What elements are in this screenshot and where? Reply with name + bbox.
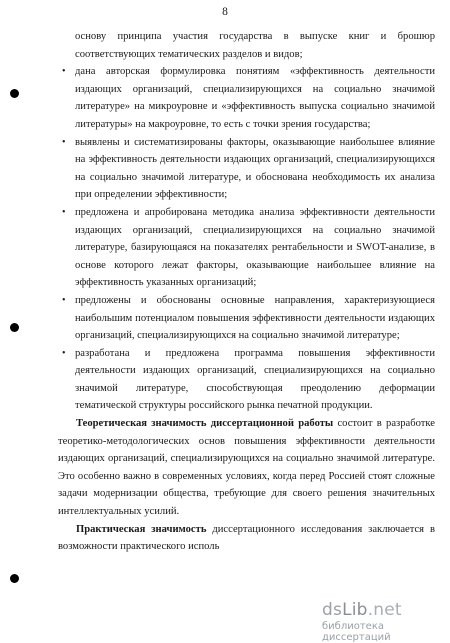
- binder-hole: [10, 323, 19, 332]
- practical-significance-text: диссертационного исследования заключается в возможности практического исполь: [58, 523, 435, 553]
- list-item-text: предложена и апробирована методика анализа эффективности деятельности издающих организаций, специализирующихся на социально значимой литературе, базирующаяся на показателях рентабельности и SWOT-анализе, в основе которого лежат факторы, оказывающие наибольшее влияние на эффективность указанных организаций;: [75, 206, 435, 289]
- list-item-text: дана авторская формулировка понятиям «эффективность деятельности издающих организаций, специализирующихся на социально значимой литературе» на микроуровне и «эффективность выпуска социально значимой литературы» на макроуровне, то есть с точки зрения государства;: [75, 66, 435, 130]
- bullet-icon: •: [62, 136, 66, 148]
- document-body: [58, 28, 435, 556]
- practical-significance-heading: Практическая значимость: [76, 523, 207, 535]
- list-item: [58, 292, 435, 345]
- list-item: [58, 204, 435, 292]
- bullet-icon: •: [62, 347, 66, 359]
- theoretical-significance-paragraph: [58, 415, 435, 521]
- logo-ds: ds: [322, 600, 343, 620]
- list-item-text: выявлены и систематизированы факторы, оказывающие наибольшее влияние на эффективность деятельности издающих организаций, специализирующихся на социально значимой литературе, и обоснована необходимость их анализа при определении эффективности;: [75, 136, 435, 201]
- bullet-icon: •: [62, 66, 66, 78]
- binder-hole: [10, 89, 19, 98]
- list-item: [58, 134, 435, 204]
- practical-significance-paragraph: [58, 521, 435, 556]
- logo-lib: Lib: [342, 600, 368, 620]
- list-item-text: разработана и предложена программа повышения эффективности деятельности издающих организаций, специализирующихся на социально значимой литературе, способствующая преодолению деформации тематической структуры российского рынка печатной продукции.: [75, 347, 435, 412]
- theoretical-significance-text: состоит в разработке теоретико-методологических основ повышения эффективности деятельности издающих организаций, специализирующихся на социально значимой литературе. Это особенно важно в современных условиях, когда перед Россией стоят сложные задачи модернизации общества, требующие для своего решения значительных интеллектуальных усилий.: [58, 418, 435, 518]
- theoretical-significance-heading: Теоретическая значимость диссертационной работы: [76, 418, 334, 430]
- binder-hole: [10, 574, 19, 583]
- watermark-subtitle: библиотека диссертаций: [322, 621, 391, 643]
- logo-net: .net: [367, 600, 402, 620]
- list-item-text: предложены и обоснованы основные направления, характеризующиеся наибольшим потенциалом повышения эффективности деятельности издающих организаций, специализирующихся на социально значимой литературе;: [75, 294, 435, 342]
- dslib-logo: [322, 600, 402, 620]
- bullet-icon: •: [62, 294, 66, 306]
- list-item: [58, 63, 435, 133]
- list-item: [58, 345, 435, 415]
- list-continuation: основу принципа участия государства в выпуске книг и брошюр соответствующих тематических разделов и видов;: [75, 31, 435, 60]
- page-number: 8: [222, 6, 228, 18]
- bullet-icon: •: [62, 206, 66, 218]
- dslib-watermark: [318, 600, 442, 643]
